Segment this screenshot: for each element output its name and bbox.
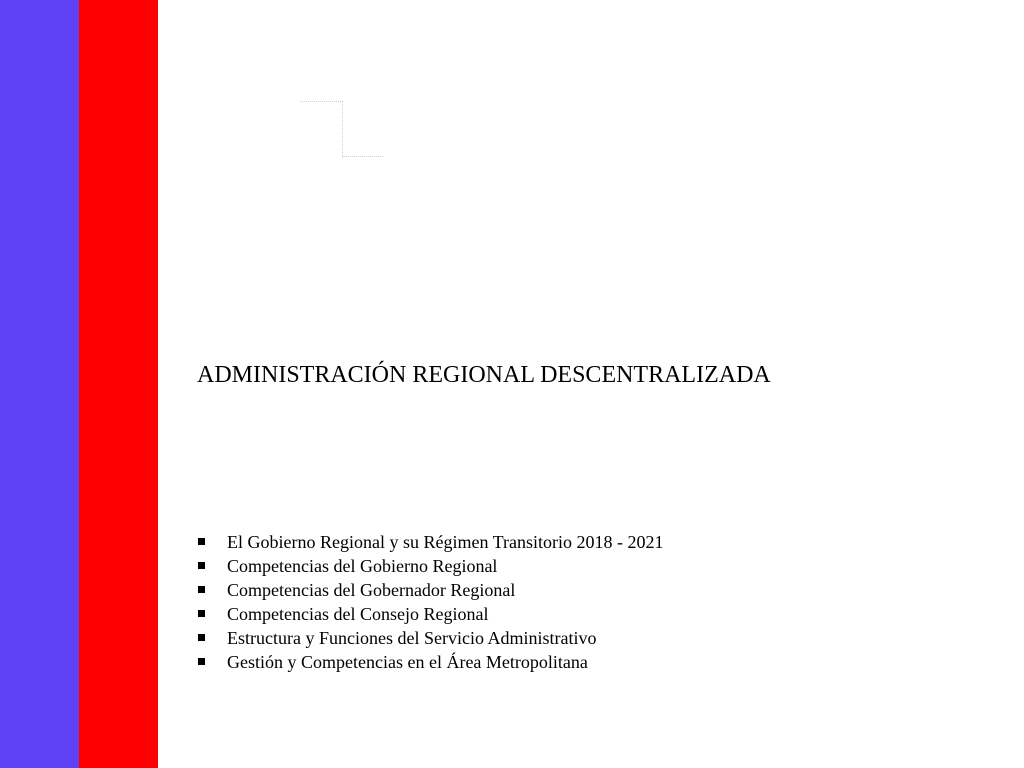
- topic-text: Gestión y Competencias en el Área Metropolitana: [227, 652, 588, 672]
- topic-text: El Gobierno Regional y su Régimen Transitorio 2018 - 2021: [227, 532, 664, 552]
- topic-item: [197, 626, 663, 650]
- topic-text: Competencias del Gobernador Regional: [227, 580, 516, 600]
- topic-list: [197, 530, 663, 674]
- slide-title: ADMINISTRACIÓN REGIONAL DESCENTRALIZADA: [197, 362, 771, 388]
- topic-text: Competencias del Consejo Regional: [227, 604, 489, 624]
- topic-item: [197, 530, 663, 554]
- topic-item: [197, 578, 663, 602]
- topic-item: [197, 650, 663, 674]
- dotted-placeholder-frame: [300, 101, 343, 157]
- square-bullet-icon: [198, 658, 205, 665]
- square-bullet-icon: [198, 538, 205, 545]
- topic-text: Estructura y Funciones del Servicio Administrativo: [227, 628, 597, 648]
- square-bullet-icon: [198, 610, 205, 617]
- topic-item: [197, 554, 663, 578]
- dotted-placeholder-line: [343, 156, 383, 157]
- blue-side-stripe: [0, 0, 79, 768]
- topic-item: [197, 602, 663, 626]
- red-side-stripe: [79, 0, 158, 768]
- square-bullet-icon: [198, 634, 205, 641]
- square-bullet-icon: [198, 562, 205, 569]
- topic-text: Competencias del Gobierno Regional: [227, 556, 498, 576]
- square-bullet-icon: [198, 586, 205, 593]
